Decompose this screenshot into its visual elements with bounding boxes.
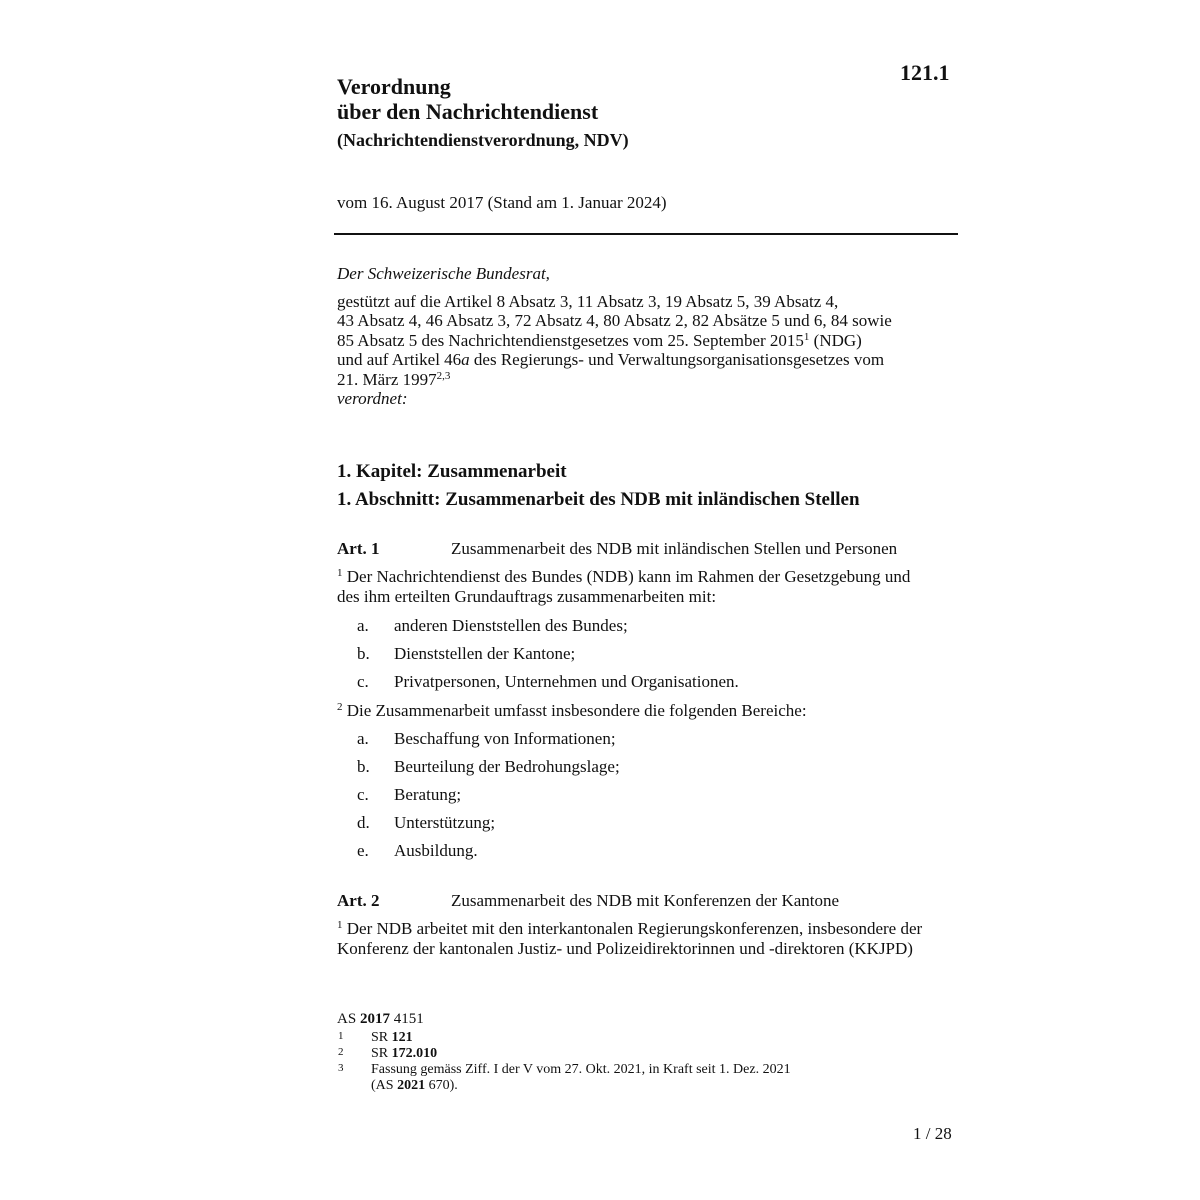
preamble-decree: verordnet: <box>337 389 408 408</box>
list-letter: b. <box>357 757 370 776</box>
list-letter: d. <box>357 813 370 832</box>
horizontal-rule <box>334 233 958 235</box>
footnote-prefix: SR <box>371 1046 392 1061</box>
list-text: anderen Dienststellen des Bundes; <box>394 616 628 635</box>
preamble-line: 43 Absatz 4, 46 Absatz 3, 72 Absatz 4, 80 Absatz 2, 82 Absätze 5 und 6, 84 sowie <box>337 311 892 330</box>
preamble-text: (NDG) <box>809 330 862 350</box>
article-title: Zusammenarbeit des NDB mit Konferenzen der Kantone <box>451 891 840 910</box>
list-letter: a. <box>357 616 369 635</box>
as-prefix: AS <box>337 1011 360 1027</box>
list-text: Beschaffung von Informationen; <box>394 729 616 748</box>
footnote-prefix: (AS <box>371 1078 398 1093</box>
as-page: 4151 <box>389 1011 424 1027</box>
footnote-line <box>371 1078 791 1094</box>
article-1-paragraph-1 <box>337 567 910 606</box>
list-text: Ausbildung. <box>394 841 478 860</box>
footnote-number: 1 <box>338 1030 344 1042</box>
footnote-suffix: 670). <box>425 1078 458 1093</box>
footnote-line: Fassung gemäss Ziff. I der V vom 27. Okt. 2021, in Kraft seit 1. Dez. 2021 <box>371 1062 791 1077</box>
paragraph-text: Die Zusammenarbeit umfasst insbesondere die folgenden Bereiche: <box>342 701 807 720</box>
footnote-bold: 172.010 <box>391 1046 438 1061</box>
page-number: 1 / 28 <box>913 1124 952 1143</box>
preamble-line <box>337 350 892 370</box>
preamble-line <box>337 370 892 390</box>
footnote-number: 2 <box>338 1046 344 1058</box>
footnote-prefix: SR <box>371 1030 392 1045</box>
title-line-1: Verordnung <box>337 74 451 99</box>
preamble-italic: a <box>461 350 470 369</box>
article-title: Zusammenarbeit des NDB mit inländischen Stellen und Personen <box>451 539 898 558</box>
list-letter: e. <box>357 841 369 860</box>
paragraph-text: Der Nachrichtendienst des Bundes (NDB) kann im Rahmen der Gesetzgebung und <box>342 567 911 586</box>
footnote-text <box>371 1062 791 1094</box>
paragraph-line: Konferenz der kantonalen Justiz- und Polizeidirektorinnen und -direktoren (KKJPD) <box>337 938 913 958</box>
footnote-as-reference <box>337 1011 424 1028</box>
paragraph-line <box>337 701 807 721</box>
paragraph-line: des ihm erteilten Grundauftrags zusammenarbeiten mit: <box>337 586 717 606</box>
title-line-2: über den Nachrichtendienst <box>337 99 599 124</box>
preamble-line <box>337 331 892 351</box>
footnote-text <box>371 1046 437 1062</box>
paragraph-number: 1 <box>337 567 343 579</box>
paragraph-line <box>337 919 922 939</box>
list-text: Dienststellen der Kantone; <box>394 644 576 663</box>
list-letter: c. <box>357 785 369 804</box>
article-2-paragraph-1 <box>337 919 922 958</box>
preamble-line: gestützt auf die Artikel 8 Absatz 3, 11 Absatz 3, 19 Absatz 5, 39 Absatz 4, <box>337 291 839 311</box>
footnote-number: 3 <box>338 1062 344 1074</box>
section-heading: 1. Abschnitt: Zusammenarbeit des NDB mit inländischen Stellen <box>337 489 860 510</box>
list-text: Unterstützung; <box>394 813 496 832</box>
list-text: Beratung; <box>394 785 462 804</box>
paragraph-number: 2 <box>337 701 343 713</box>
list-letter: c. <box>357 672 369 691</box>
list-letter: a. <box>357 729 369 748</box>
article-1-paragraph-2 <box>337 701 807 721</box>
paragraph-text: Der NDB arbeitet mit den interkantonalen Regierungskonferenzen, insbesondere der <box>342 919 923 938</box>
footnote-bold: 121 <box>391 1030 413 1045</box>
preamble <box>337 264 892 409</box>
title-subtitle: (Nachrichtendienstverordnung, NDV) <box>337 130 629 150</box>
footnote-bold: 2021 <box>397 1078 426 1093</box>
preamble-issuer: Der Schweizerische Bundesrat, <box>337 264 550 283</box>
list-text: Privatpersonen, Unternehmen und Organisationen. <box>394 672 739 691</box>
list-letter: b. <box>357 644 370 663</box>
footnote-text <box>371 1030 413 1046</box>
article-number: Art. 2 <box>337 891 380 910</box>
footnote-ref-1[interactable]: 1 <box>803 330 810 343</box>
as-year: 2017 <box>359 1011 390 1027</box>
preamble-text: und auf Artikel 46 <box>337 350 462 369</box>
title-block <box>337 74 629 152</box>
preamble-text: 21. März 1997 <box>337 369 437 389</box>
paragraph-line <box>337 567 910 587</box>
date-line: vom 16. August 2017 (Stand am 1. Januar 2024) <box>337 193 667 212</box>
paragraph-number: 1 <box>337 919 343 931</box>
preamble-text: 85 Absatz 5 des Nachrichtendienstgesetzes vom 25. September 2015 <box>337 330 804 350</box>
preamble-text: des Regierungs- und Verwaltungsorganisationsgesetzes vom <box>469 350 885 369</box>
footnote-ref-2-3[interactable]: 2,3 <box>436 369 451 382</box>
sr-number: 121.1 <box>900 60 950 85</box>
chapter-heading: 1. Kapitel: Zusammenarbeit <box>337 461 567 482</box>
article-number: Art. 1 <box>337 539 380 558</box>
list-text: Beurteilung der Bedrohungslage; <box>394 757 620 776</box>
